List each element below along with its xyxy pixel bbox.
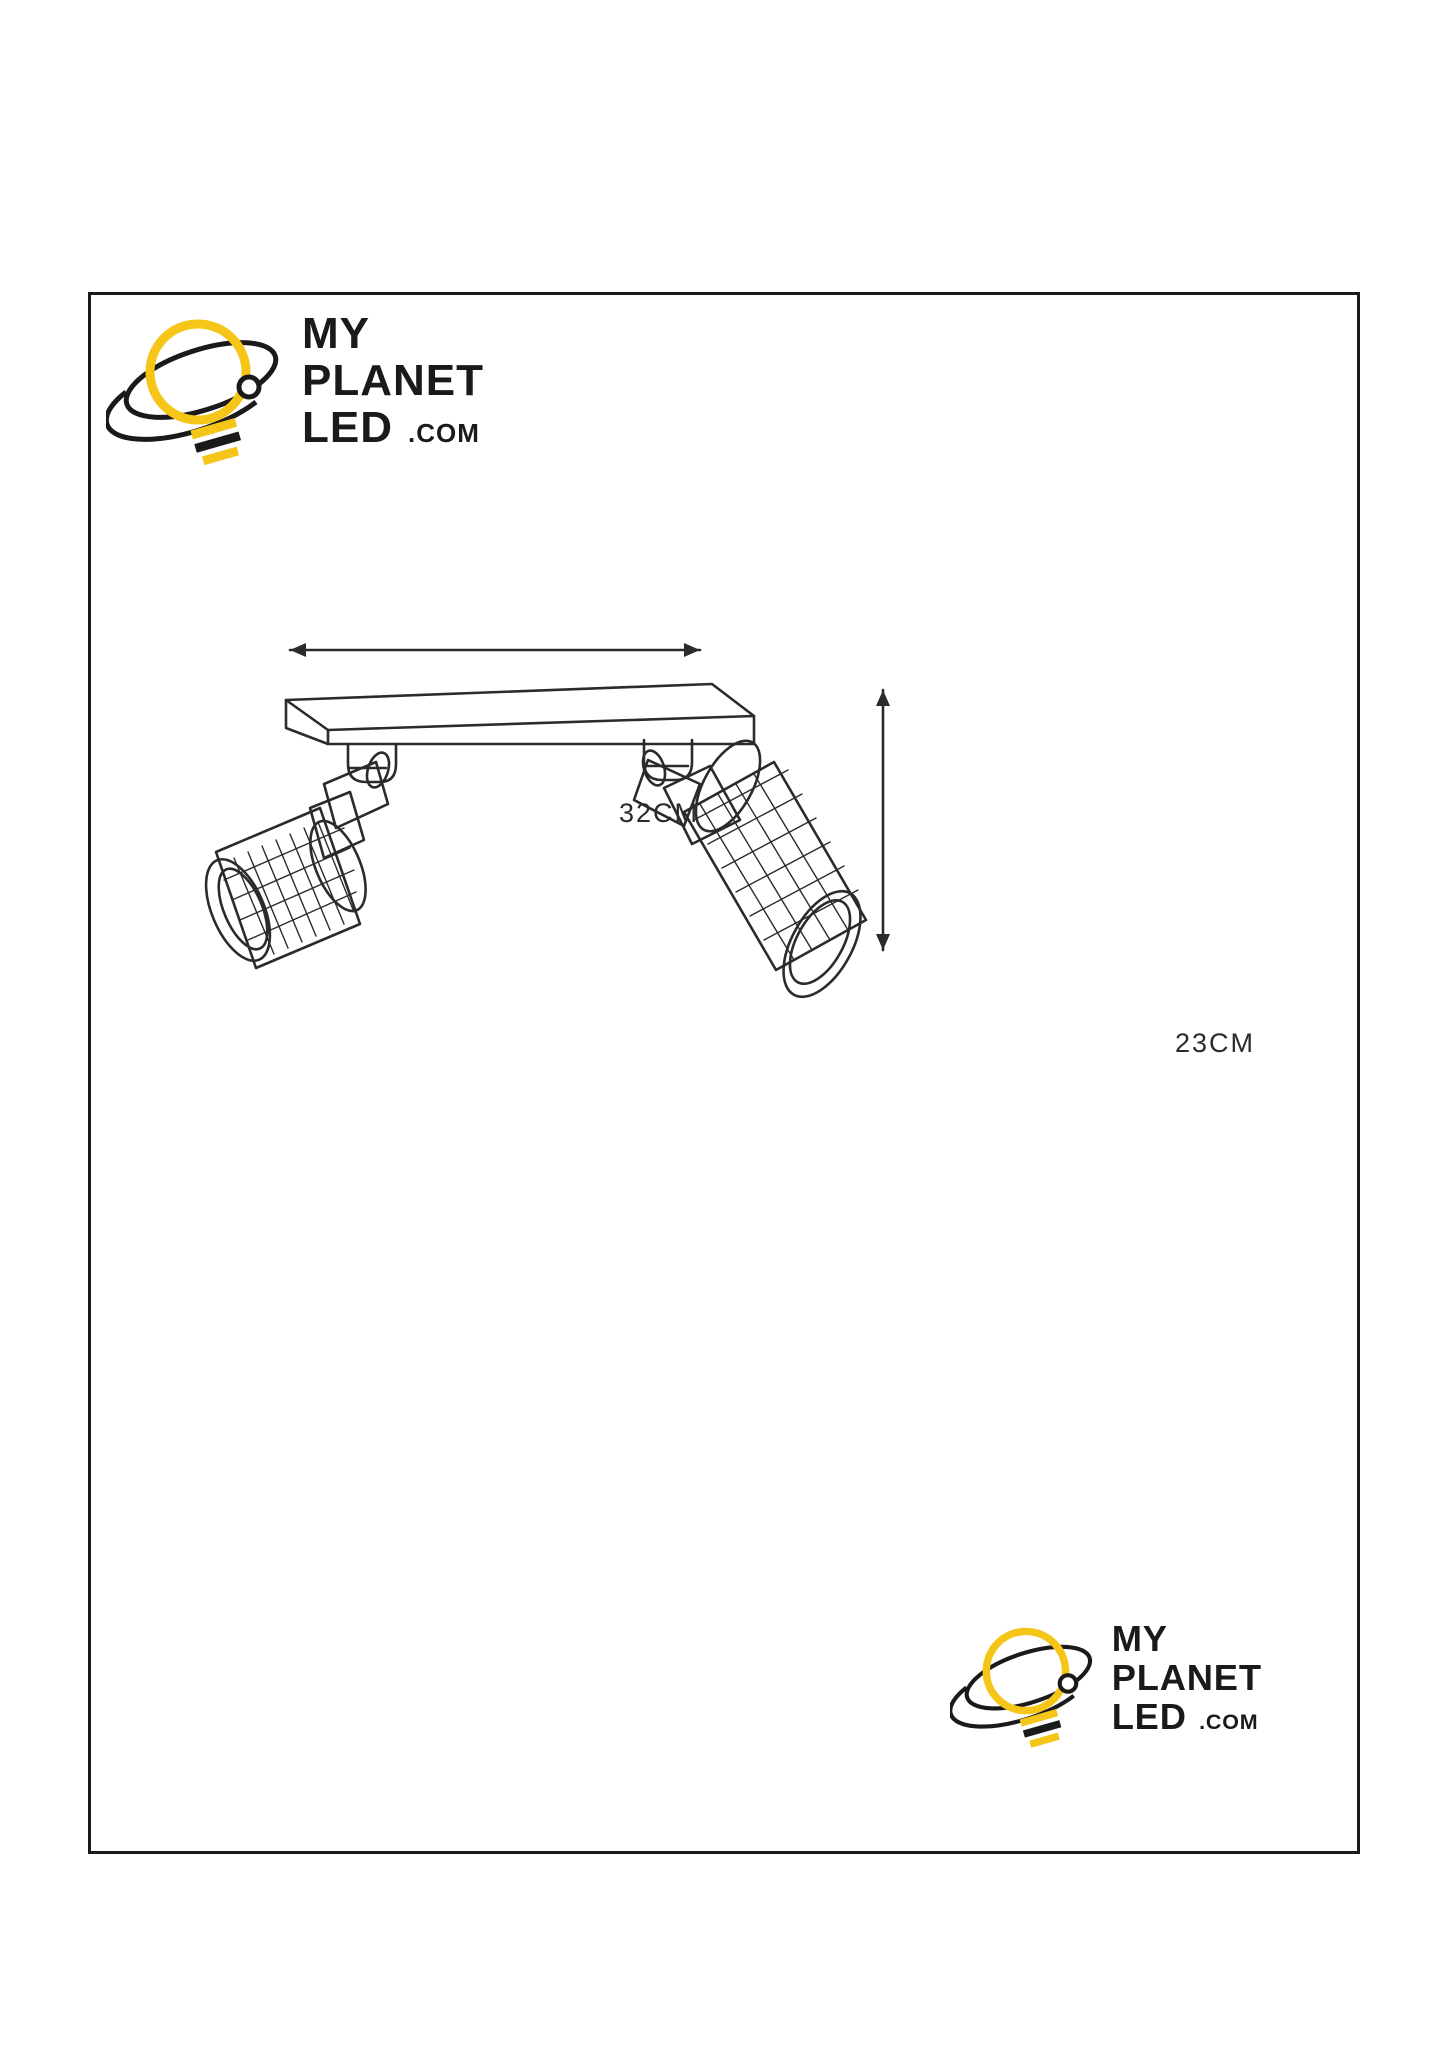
svg-text:MY: MY [302,309,370,358]
right-spotlight [634,731,876,1010]
width-dimension-label: 32CM [619,798,700,828]
mounting-bar [286,684,754,744]
svg-text:MY: MY [1111,1618,1168,1660]
svg-text:PLANET: PLANET [302,356,484,405]
svg-text:PLANET: PLANET [1111,1657,1262,1698]
svg-text:.COM: .COM [408,418,480,448]
svg-text:LED: LED [302,403,393,452]
product-technical-drawing [88,292,1360,1854]
svg-text:.COM: .COM [1199,1709,1259,1734]
left-spotlight [193,744,396,970]
height-dimension-arrow [876,690,890,950]
width-dimension-arrow [290,643,700,657]
svg-text:LED: LED [1111,1695,1187,1737]
height-dimension-label: 23CM [1175,1028,1256,1058]
